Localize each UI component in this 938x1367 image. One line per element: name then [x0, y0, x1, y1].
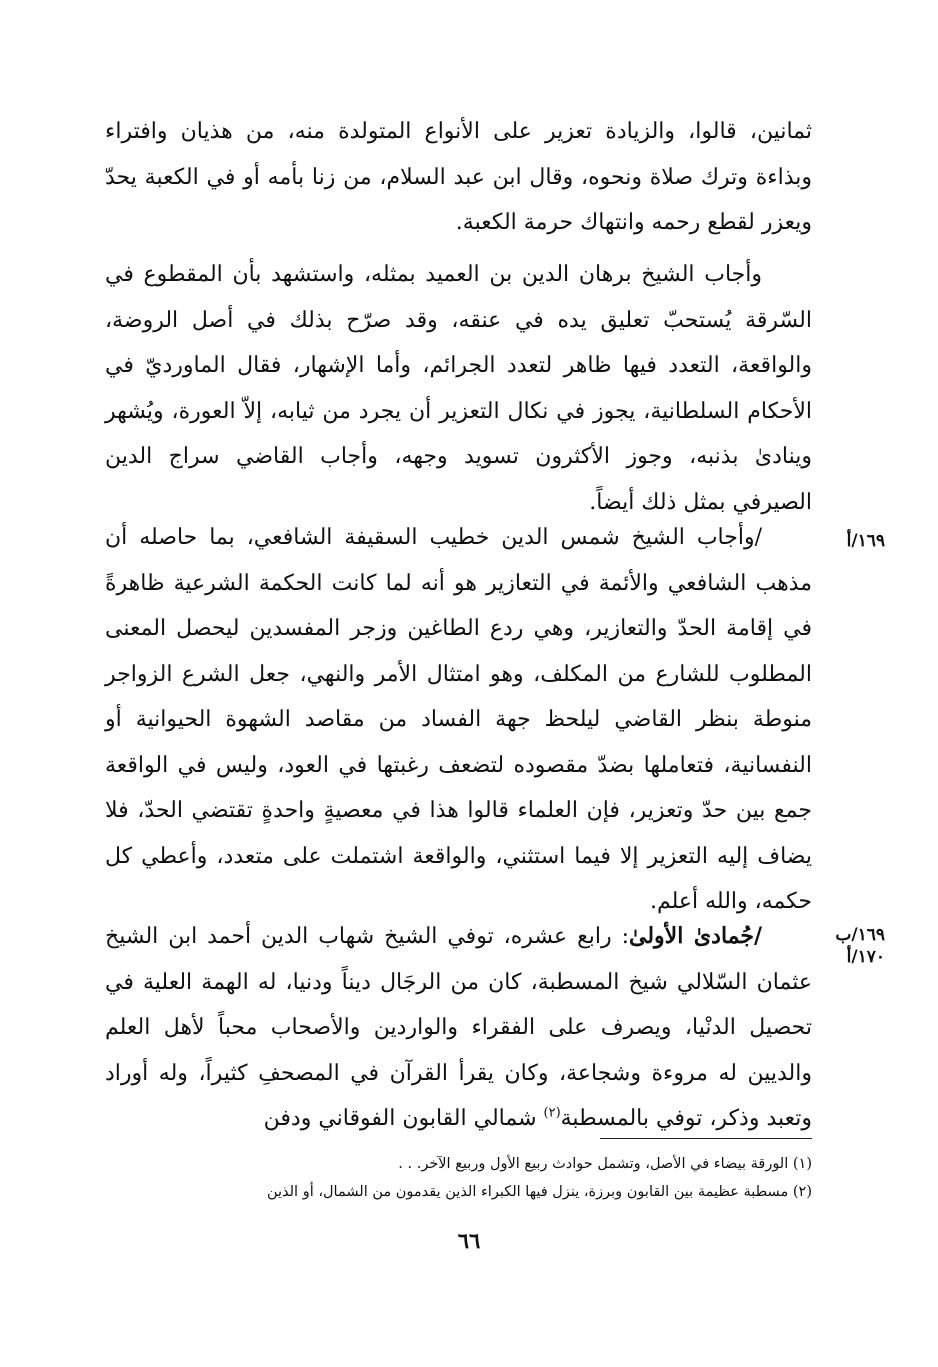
paragraph-3-text: /وأجاب الشيخ شمس الدين خطيب السقيفة الشافعي، بما حاصله أن مذهب الشافعي والأئمة في التعازير هو أنه لما كانت الحكمة الشرعية ظاهرةً في إقامة الحدّ والتعازير، وهي ردع الطاغين وزجر المفسدين ليحصل المعنى المطلوب للشارع من المكلف، وهو امتثال الأمر والنهي، جعل الشرع الزواجر منوطة بنظر القاضي ليلحظ جهة الفساد من مقاصد الشهوة الحيوانية أو النفسانية، فتعاملها بضدّ مقصوده لتضعف رغبتها في العود، وليس في الواقعة جمع بين حدّ وتعزير، فإن العلماء قالوا هذا في معصيةٍ واحدةٍ تقتضي الحدّ، فلا يضاف إليه التعزير إلا فيما استثني، والواقعة اشتملت على متعدد، وأعطي كل حكمه، والله أعلم.: [105, 525, 812, 914]
paragraph-4-text: [105, 914, 812, 1142]
page-number: ٦٦: [457, 1228, 481, 1253]
footnote-divider: [600, 1138, 812, 1139]
month-heading: /جُمادىٰ الأولىٰ: [629, 923, 762, 949]
paragraph-1: [105, 109, 812, 246]
folio-margin-note-2: [815, 924, 885, 968]
folio-marker: ١٦٩/أ: [846, 531, 885, 551]
paragraph-3: [105, 515, 812, 925]
footnote-2: (٢) مسطبة عظيمة بين القابون وبرزة، ينزل فيها الكبراء الذين يقدمون من الشمال، أو الذين: [266, 1184, 812, 1200]
paragraph-4-body: : رابع عشره، توفي الشيخ شهاب الدين أحمد ابن الشيخ عثمان السّلالي شيخ المسطبة، كان من الرجَال ديناً ودنيا، له الهمة العلية في تحصيل الدنْيا، ويصرف على الفقراء والواردين والأصحاب محباً لأهل العلم والديين له مروءة وشجاعة، وكان يقرأ القرآن في المصحفِ كثيراً، وله أوراد وتعبد وذكر، توفي بالمسطبة: [105, 924, 812, 1131]
paragraph-2: [105, 252, 812, 525]
footnotes: [105, 1150, 812, 1206]
paragraph-1-text: ثمانين، قالوا، والزيادة تعزير على الأنواع المتولدة منه، من هذيان وافتراء وبذاءة وترك صلاة ونحوه، وقال ابن عبد السلام، من زنا بأمه أو في الكعبة يحدّ ويعزر لقطع رحمه وانتهاك حرمة الكعبة.: [105, 119, 812, 235]
footnote-reference-2: (٢): [543, 1105, 561, 1121]
paragraph-4-tail: شمالي القابون الفوقاني ودفن: [263, 1106, 544, 1131]
footnote-1: (١) الورقة بيضاء في الأصل، وتشمل حوادث ربيع الأول وربيع الآخر. . .: [398, 1156, 812, 1172]
folio-marker: ١٦٩/ب: [835, 925, 885, 945]
paragraph-4: [105, 914, 812, 1142]
folio-marker: ١٧٠/أ: [846, 947, 885, 967]
paragraph-2-text: وأجاب الشيخ برهان الدين بن العميد بمثله، واستشهد بأن المقطوع في السّرقة يُستحبّ تعليق يده في عنقه، وقد صرّح بذلك في أصل الروضة، والواقعة، التعدد فيها ظاهر لتعدد الجرائم، وأما الإشهار، فقال الماورديّ في الأحكام السلطانية، يجوز في نكال التعزير أن يجرد من ثيابه، إلاّ العورة، ويُشهر وينادىٰ بذنبه، وجوز الأكثرون تسويد وجهه، وأجاب القاضي سراج الدين الصيرفي بمثل ذلك أيضاً.: [105, 262, 812, 515]
folio-margin-note-1: [815, 530, 885, 552]
